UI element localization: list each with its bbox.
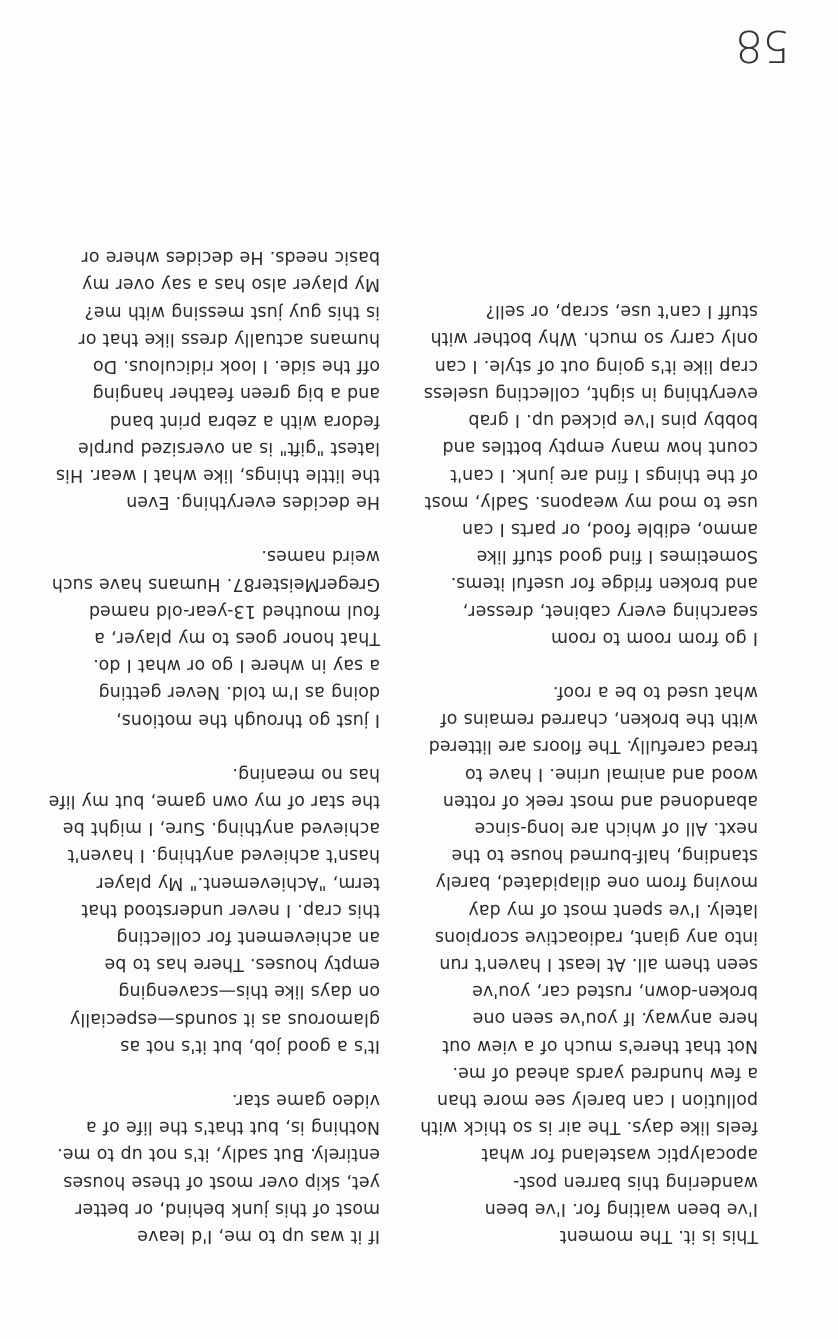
text-line: weird names. bbox=[261, 546, 380, 567]
paragraph bbox=[40, 542, 406, 732]
text-line: the star of my own game, but my life bbox=[48, 790, 380, 811]
text-line: glamorous as it sounds—especially bbox=[69, 1008, 380, 1029]
text-line: fedora with a zebra print band bbox=[109, 410, 380, 431]
text-line: into any giant, radioactive scorpions bbox=[434, 926, 758, 947]
text-line: I've been waiting for. I've been bbox=[484, 1198, 758, 1219]
text-line: on days like this—scavenging bbox=[118, 981, 380, 1002]
text-line: entirely. But sadly, it's not up to me. bbox=[57, 1144, 380, 1165]
text-line: an achievement for collecting bbox=[116, 926, 380, 947]
text-line: abandoned and most reek of rotten bbox=[442, 790, 758, 811]
text-line: use to mod my weapons. Sadly, most bbox=[424, 491, 758, 512]
text-column-left bbox=[418, 297, 784, 1249]
text-line: standing, half-burned house to the bbox=[451, 845, 758, 866]
text-line: video game star. bbox=[231, 1089, 380, 1110]
page-number: 58 bbox=[736, 20, 790, 71]
paragraph bbox=[418, 297, 784, 651]
text-line: is this guy just messing with me? bbox=[84, 301, 380, 322]
text-line: If it was up to me, I'd leave bbox=[137, 1226, 380, 1246]
text-line: here anyway. If you've seen one bbox=[472, 1008, 758, 1029]
text-line: a say in where I go or what I do. bbox=[93, 655, 380, 676]
text-line: achieved anything. Sure, I might be bbox=[62, 818, 380, 839]
text-line: what used to be a roof. bbox=[552, 681, 758, 702]
text-line: with the broken, charred remains of bbox=[440, 709, 758, 730]
text-line: That honor goes to my player, a bbox=[94, 627, 380, 648]
text-line: everything in sight, collecting useless bbox=[423, 382, 758, 403]
text-line: GregerMeister87. Humans have such bbox=[51, 573, 380, 594]
text-line: Nothing is, but that's the life of a bbox=[85, 1117, 380, 1138]
text-line: Sometimes I find good stuff like bbox=[476, 546, 758, 567]
text-line: wood and animal urine. I have to bbox=[464, 763, 758, 784]
text-line: broken-down, rusted car, you've bbox=[472, 981, 758, 1002]
text-line: has no meaning. bbox=[232, 763, 380, 784]
text-line: off the side. I look ridiculous. Do bbox=[92, 356, 380, 377]
text-line: pollution I can barely see more than bbox=[436, 1089, 758, 1110]
text-line: next. All of which are long-since bbox=[474, 817, 758, 838]
text-line: only carry so much. Why bother with bbox=[430, 328, 758, 349]
paragraph bbox=[40, 1086, 406, 1249]
text-line: yet, skip over most of these houses bbox=[63, 1171, 380, 1192]
text-line: feels like days. The air is so thick with bbox=[420, 1117, 758, 1138]
paragraph bbox=[418, 678, 784, 1249]
text-line: doing as I'm told. Never getting bbox=[98, 682, 380, 703]
text-line: term, "Achievement." My player bbox=[96, 872, 380, 893]
text-line: latest "gift" is an oversized purple bbox=[77, 437, 380, 458]
text-line: He decides everything. Even bbox=[126, 492, 380, 513]
text-line: and broken fridge for useful items. bbox=[450, 573, 758, 594]
text-line: this crap. I never understood that bbox=[81, 899, 380, 920]
text-line: seen them all. At least I haven't run bbox=[439, 953, 758, 974]
text-line: hasn't achieved anything. I haven't bbox=[67, 845, 380, 866]
paragraph bbox=[40, 760, 406, 1059]
text-line: My player also has a say over my bbox=[82, 274, 380, 295]
text-line: humans actually dress like that or bbox=[78, 328, 380, 349]
text-column-right bbox=[40, 243, 406, 1249]
text-line: ammo, edible food, or parts I can bbox=[461, 518, 758, 539]
text-line: of the things I find are junk. I can't bbox=[450, 464, 758, 485]
text-line: I go from room to room bbox=[550, 627, 758, 648]
text-line: apocalyptic wasteland for what bbox=[481, 1144, 758, 1165]
text-line: tread carefully. The floors are littered bbox=[428, 736, 758, 757]
text-line: foul mouthed 13-year-old named bbox=[88, 600, 380, 621]
text-line: and a big green feather hanging bbox=[92, 383, 380, 404]
text-line: most of this junk behind, or better bbox=[75, 1198, 380, 1219]
text-line: the little things, like what I wear. His bbox=[55, 464, 380, 485]
text-line: This is it. The moment bbox=[559, 1226, 758, 1246]
text-line: Not that there's much of a view out bbox=[442, 1035, 758, 1056]
text-line: stuff I can't use, scrap, or sell? bbox=[485, 301, 758, 322]
text-line: empty houses. There has to be bbox=[104, 954, 380, 975]
text-line: crap like it's going out of style. I can bbox=[434, 355, 758, 376]
text-line: It's a good job, but it's not as bbox=[120, 1035, 380, 1056]
text-line: basic needs. He decides where or bbox=[81, 247, 380, 268]
text-line: searching every cabinet, dresser, bbox=[462, 600, 758, 621]
text-line: bobby pins I've picked up. I grab bbox=[468, 410, 758, 431]
text-line: I just go through the motions, bbox=[115, 709, 380, 730]
text-line: wandering this barren post- bbox=[512, 1171, 758, 1192]
text-line: moving from one dilapidated, barely bbox=[435, 872, 758, 893]
text-line: lately. I've spent most of my day bbox=[468, 899, 758, 920]
paragraph bbox=[40, 243, 406, 515]
text-line: a few hundred yards ahead of me. bbox=[452, 1062, 758, 1083]
text-line: count how many empty bottles and bbox=[442, 437, 758, 458]
